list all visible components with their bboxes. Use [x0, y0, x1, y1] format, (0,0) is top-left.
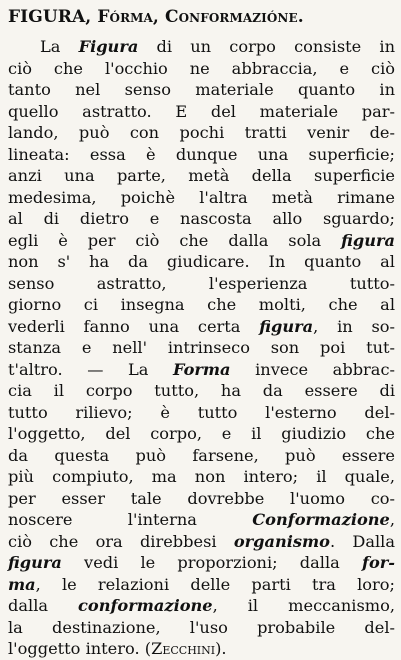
italic-term: figura [341, 230, 395, 250]
italic-term: figura [259, 316, 314, 336]
text-line: giorno ci insegna che molti, che al [8, 295, 395, 314]
heading-term-forma: Fórma, [97, 7, 159, 27]
text-line: egli è per ciò che dalla sola figura [8, 230, 395, 250]
italic-term: Conformazione [252, 510, 390, 529]
heading-term-conformazione: Conformazióne. [164, 7, 304, 27]
text-line: cia il corpo tutto, ha da essere di [8, 381, 395, 400]
author-citation: Zecchini [151, 639, 216, 658]
text-line: t'altro. — La Forma invece abbrac- [8, 359, 395, 379]
text-line: l'oggetto, del corpo, e il giudizio che [8, 424, 395, 443]
text-line: La Figura di un corpo consiste in [40, 37, 396, 56]
text-line: noscere l'interna Conformazione, [8, 510, 395, 529]
text-line: lineata: essa è dunque una superficie; [8, 144, 395, 164]
italic-term: Forma [172, 359, 231, 379]
italic-term: organismo [233, 531, 330, 551]
text-line: al di dietro e nascosta allo sguardo; [8, 209, 395, 228]
text-line: più compiuto, ma non intero; il quale, [8, 467, 395, 486]
text-line: dalla conformazione, il meccanismo, [8, 596, 395, 615]
text-line: vederli fanno una certa figura, in so- [8, 316, 395, 336]
text-line: tutto rilievo; è tutto l'esterno del- [8, 402, 395, 422]
entry-heading [8, 6, 395, 28]
italic-term: Figura [78, 37, 139, 56]
text-line: senso astratto, l'esperienza tutto- [8, 273, 395, 293]
italic-term: figura [8, 553, 62, 572]
text-line: quello astratto. E del materiale par- [8, 101, 395, 121]
text-line: medesima, poichè l'altra metà rimane [8, 187, 395, 207]
text-line: anzi una parte, metà della superficie [8, 166, 395, 185]
italic-term: conformazione [78, 596, 213, 615]
text-line: lando, può con pochi tratti venir de- [8, 123, 395, 142]
text-line: l'oggetto intero. (Zecchini). [8, 639, 227, 658]
text-line: figura vedi le proporzioni; dalla for- [8, 553, 395, 572]
text-line: ciò che ora direbbesi organismo. Dalla [8, 531, 395, 551]
entry-body [8, 36, 395, 660]
text-line: da questa può farsene, può essere [8, 445, 395, 465]
text-line: la destinazione, l'uso probabile del- [8, 617, 395, 637]
italic-term: for- [361, 553, 395, 572]
text-line: tanto nel senso materiale quanto in [8, 80, 395, 99]
text-line: per esser tale dovrebbe l'uomo co- [8, 488, 395, 508]
text-line: stanza e nell' intrinseco son poi tut- [8, 338, 395, 357]
text-line: ciò che l'occhio ne abbraccia, e ciò [8, 58, 395, 78]
text-line: non s' ha da giudicare. In quanto al [8, 252, 395, 271]
text-line: ma, le relazioni delle parti tra loro; [8, 574, 395, 594]
italic-term: ma [8, 574, 36, 594]
heading-term-figura: FIGURA, [8, 7, 92, 27]
